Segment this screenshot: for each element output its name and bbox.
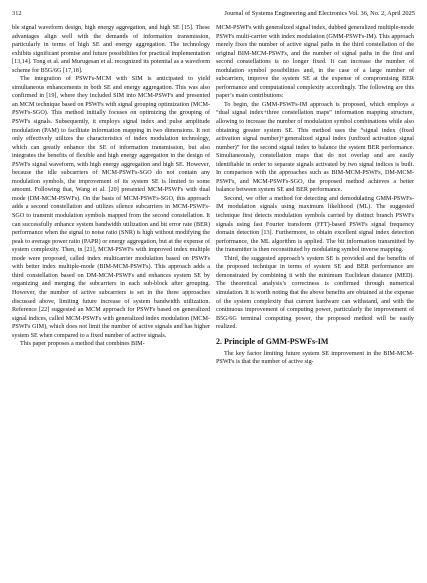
running-header [12,8,415,20]
paragraph: To begin, the GMM-PSWFs-IM approach is proposed, which employs a “dual signal index+three constellation maps” information mapping structure, allowing to increase the number of modulation symbol combinations while also obtaining greater system SE. This method uses the “signal index (fixed activation signal number)+generalized signal index (unfixed activation signal number)” for the second signal index to balance the system BER performance. Simultaneously, constellation maps that do not overlap and are easily identifiable in order to separate signals activated by two signal indices is built. In comparison with the approaches such as BIM-MCM-PSWFs, DM-MCM-PSWFs, and MCM-PSWFs-SGO, the proposed method achieves a better balance between system SE and BER performance. [216,101,414,194]
paragraph: The integration of PSWFs-MCM with SIM is anticipated to yield simultaneous enhancements in both SE and energy aggregation. This was also confirmed in [19], where they included SIM into MCM-PSWFs and presented an MCM technique based on PSWFs with signal grouping optimization (MCM-PSWFs-SGO). This method initially focuses on optimizing the grouping of PSWFs signals. Subsequently, it employs signal index and pulse amplitude modulation (PAM) to facilitate information mapping in two dimensions. It not only effectively utilizes the characteristics of index modulation technology, which can greatly enhance the SE of information transmission, but also integrates the benefits of flexible and high energy aggregation in the design of PSWFs signal waveform, with high energy aggregation and high SE. However, because the idle subcarriers of MCM-PSWFs-SGO do not contain any modulation symbols, the improvement of its system SE is limited to some amount. Following that, Wang et al. [20] presented MCM-PSWFs with dual mode (DM-MCM-PSWFs). On the basis of MCM-PSWFs-SGO, this approach adds a second constellation and utilizes silence subcarriers in MCM-PSWFs-SGO to transmit modulation symbols mapped from the second constellation. It can successfully enhance system bandwidth utilization and bit error rate (BER) performance when the signal to noise ratio (SNR) is high without modifying the peak to average power ratio (PAPR) or energy aggregation, but at the expense of system complexity. Then, in [21], MCM-PSWFs with improved index multiple mode were proposed, called index multicarrier modulation based on PSWFs with better index multiple-mode (BIM-MCM-PSWFs). This approach adds a third constellation based on DM-MCM-PSWFs and enhances system SE by organizing and merging the subcarriers in each sub-block after grouping. However, the number of active subcarriers is set in the three approaches discussed above, limiting future increase of system bandwidth utilization. Reference [22] suggested an MCM approach for PSWFs based on generalized signal indices, called MCM-PSWFs with generalized index modulation (MCM-PSWFs GIM), which does not limit the number of active signals and has higher system SE when compared to a fixed number of active signals. [12,76,210,339]
left-column [12,24,210,349]
section-heading: 2. Principle of GMM-PSWFs-IM [216,336,329,346]
section-body [216,350,414,367]
paragraph: The key factor limiting future system SE improvement in the BIM-MCM-PSWFs is that the number of active sig- [216,350,414,366]
journal-title: Journal of Systems Engineering and Electronics Vol. 36, No. 2, April 2025 [224,10,415,17]
right-column [216,24,414,367]
paragraph: This paper proposes a method that combines BIM- [20,341,145,348]
paragraph: ble signal waveform design, high energy aggregation, and high SE [15]. These advantages align well with the demands of information transmission, particularly in terms of high SE and energy aggregation. The technology exhibits significant promise and future possibilities for practical implementation [13,14]. Tong et al. and Murugesan et al. recognized its potential as a waveform scheme for B5G/6G [17,18]. [12,25,210,74]
paragraph: Third, the suggested approach’s system SE is provided and the benefits of the proposed technique in terms of system SE and BER performance are demonstrated by combining it with the minimum Euclidean distance (MED). The theoretical analysis’s correctness is confirmed through numerical simulation. It is worth noting that the above benefits are obtained at the expense of the system complexity that current hardware can withstand, and with the continuous improvement of computing power, particularly the improvement of B5G/6G terminal computing power, the proposed method will be easily realized. [216,255,414,331]
right-column-body [216,24,414,332]
paragraph: MCM-PSWFs with generalized signal index, dubbed generalized multiple-mode PSWFs multi-carrier with index modulation (GMM-PSWFs-IM). This approach merely fixes the number of active signal paths in the third constellation of the original BIM-MCM-PSWFs, and the number of signal paths in the first and second constellations is no longer fixed. It can increase the number of modulation symbol possibilities and, in the case of a large number of subcarriers, improve the system SE at the expense of compromising BER performance and computational complexity accordingly. The following are this paper’s main contributions: [216,25,414,100]
paragraph: Second, we offer a method for detecting and demodulating GMM-PSWFs-IM modulation signals using maximum likelihood (ML). The suggested technique first detects modulation symbols carried by distinct branch PSWFs signals using fast Fourier transform (FFT)-based PSWFs signal frequency domain detection [13]. Furthermore, to obtain excellent signal index detection performance, the ML algorithm is applied. The bit information transmitted by the transmitter is then reconstituted by modulating symbol inverse mapping. [216,195,414,254]
page-number: 312 [12,10,22,17]
